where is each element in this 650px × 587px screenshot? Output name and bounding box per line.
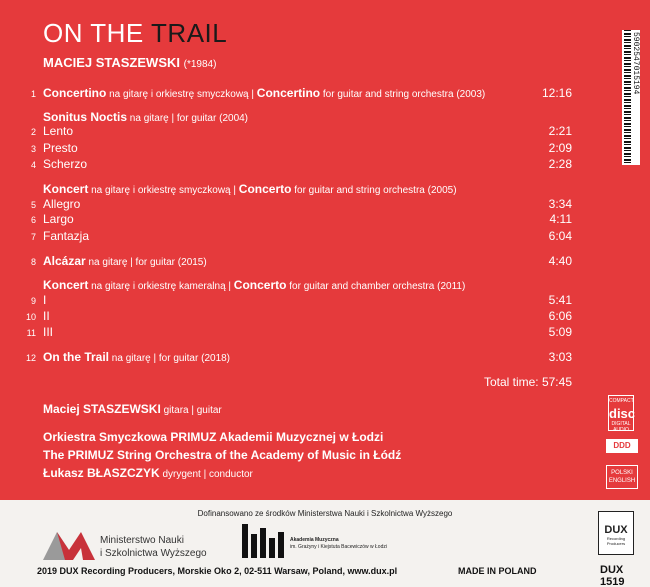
track-duration: 6:04 [548,229,572,243]
track-duration: 2:21 [548,124,572,138]
track-duration: 4:40 [548,254,572,268]
track-duration: 2:28 [548,157,572,171]
track-number: 11 [26,328,36,338]
dux-logo: DUX Recording Producers [598,511,634,555]
track-title: Alcázar na gitarę | for guitar (2015) [43,254,207,268]
track-number: 7 [30,232,36,242]
track-title: Scherzo [43,157,88,171]
composer-name: MACIEJ STASZEWSKI (*1984) [43,55,217,70]
album-title: ON THE TRAIL [43,18,228,48]
track-number: 3 [30,144,36,154]
barcode-number: 5902547015194 [631,32,640,95]
track-duration: 12:16 [541,86,572,100]
track-title: III [43,325,54,339]
funding-note: Dofinansowano ze środków Ministerstwa Nauki i Szkolnictwa Wyższego [197,509,453,518]
track-title: Fantazja [43,229,90,243]
barcode [622,30,640,165]
track-number: 12 [25,353,36,363]
track-number: 8 [30,257,36,267]
track-number: 4 [30,160,36,170]
track-title: Lento [43,124,74,138]
track-title: Sonitus Noctis na gitarę | for guitar (2004) [43,110,249,124]
copyright-line: 2019 DUX Recording Producers, Morskie Oko 2, 02-511 Warsaw, Poland, www.dux.pl [37,566,398,576]
track-number: 5 [30,200,36,210]
ministry-name: Ministerstwo Nauki i Szkolnictwa Wyższego [100,535,207,559]
made-in: MADE IN POLAND [458,566,537,576]
track-duration: 5:41 [548,293,572,307]
track-duration: 6:06 [548,309,572,323]
track-duration: 2:09 [548,141,572,155]
track-title: Koncert na gitarę i orkiestrę kameralną | Concerto for guitar and chamber orchestra (2011) [43,278,466,292]
track-duration: 5:09 [548,325,572,339]
track-title: Presto [43,141,78,155]
compact-disc-logo: COMPACT disc DIGITAL AUDIO [608,395,634,431]
track-title: Concertino na gitarę i orkiestrę smyczkową | Concertino for guitar and string orchestra (2003) [43,86,486,100]
track-title: I [43,293,47,307]
track-duration: 3:34 [548,197,572,211]
language-badge: POLSKI ENGLISH [606,465,638,489]
soloist: Maciej STASZEWSKI gitara | guitar [43,402,222,416]
orchestra-english: The PRIMUZ String Orchestra of the Academy of Music in Łódź [43,448,402,462]
track-number: 10 [25,312,36,322]
track-title: Koncert na gitarę i orkiestrę smyczkową | Concerto for guitar and string orchestra (2005) [43,182,457,196]
track-duration: 3:03 [548,350,572,364]
track-duration: 4:11 [549,212,572,226]
track-title: II [43,309,50,323]
academy-logo-icon [242,524,286,558]
track-title: On the Trail na gitarę | for guitar (2018) [43,350,231,364]
conductor: Łukasz BŁASZCZYK dyrygent | conductor [43,466,253,480]
ddd-badge: DDD [606,439,638,453]
catalog-number: DUX 1519 [600,564,625,587]
track-title: Largo [43,212,74,226]
total-time: Total time: 57:45 [483,375,572,389]
track-number: 2 [30,127,36,137]
track-title: Allegro [43,197,81,211]
track-number: 6 [30,215,36,225]
barcode-bars [624,30,631,165]
ministry-logo-icon [43,528,95,560]
orchestra-polish: Orkiestra Smyczkowa PRIMUZ Akademii Muzycznej w Łodzi [43,430,384,444]
track-number: 1 [30,89,36,99]
track-number: 9 [30,296,36,306]
academy-name: Akademia Muzyczna im. Grażyny i Kiejstuta Bacewiczów w Łodzi [290,537,387,550]
